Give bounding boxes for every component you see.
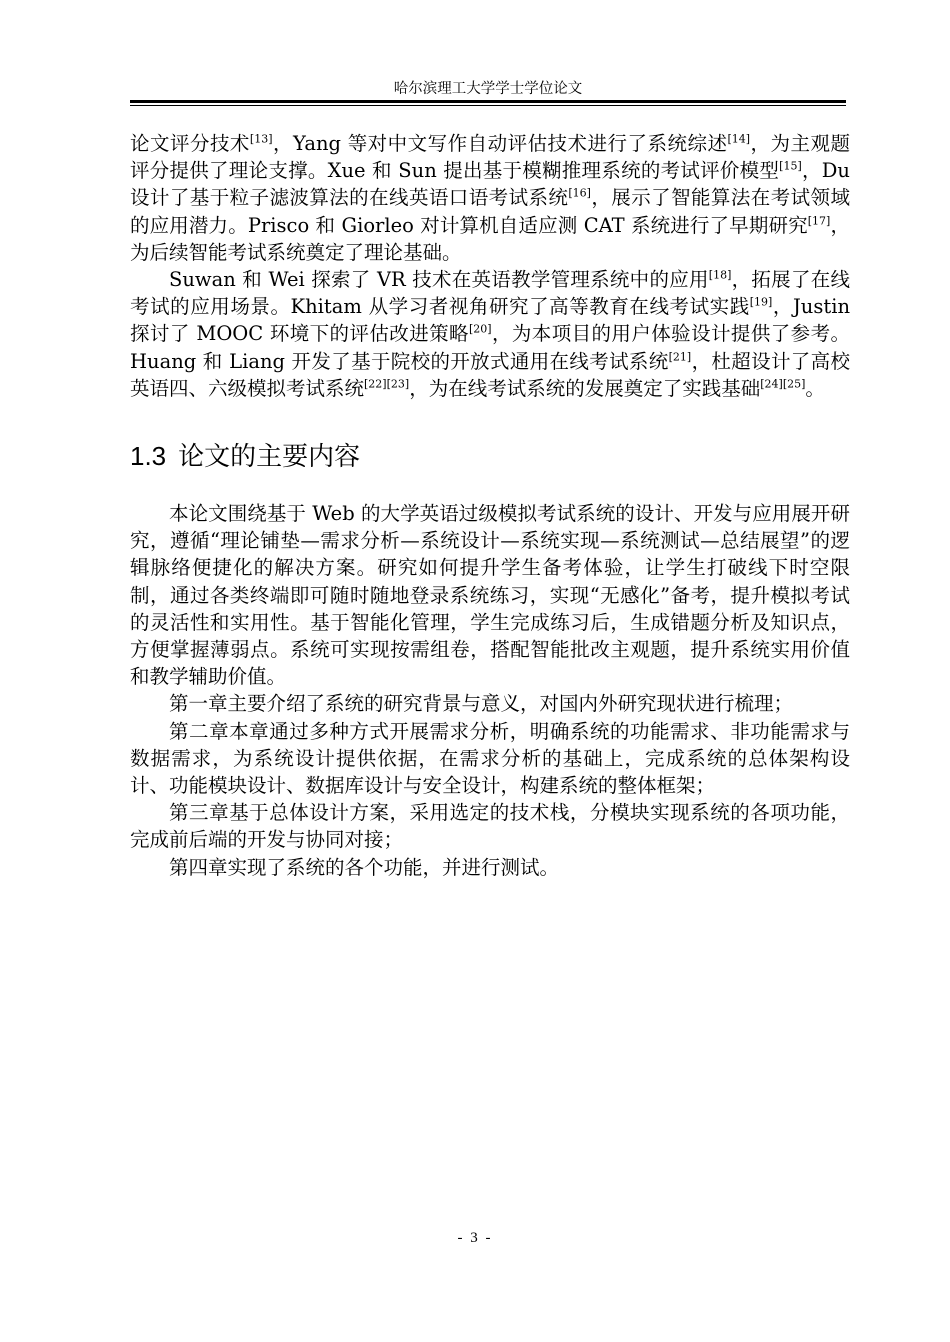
text-run: ，Yang 等对中文写作自动评估技术进行了系统综述: [272, 132, 728, 155]
citation-marker: [24]: [760, 377, 783, 391]
section-heading: [130, 440, 360, 473]
text-run: ，Du 设计了基于粒子滤波算法的在线英语口语考试系统: [130, 159, 850, 210]
text-run: ，为在线考试系统的发展奠定了实践基础: [409, 376, 761, 400]
page-number: - 3 -: [457, 1230, 493, 1246]
citation-marker: [16]: [568, 186, 591, 200]
text-run: ，为本项目的用户体验设计提供了参考。Huang 和 Liang 开发了基于院校的开放式通用在线考试系统: [130, 322, 850, 373]
citation-marker: [14]: [727, 132, 751, 146]
citation-marker: [13]: [249, 132, 273, 146]
citation-marker: [18]: [708, 268, 732, 282]
header-rule-thin: [130, 105, 846, 106]
citation-marker: [20]: [468, 322, 492, 336]
citation-marker: [22]: [364, 377, 387, 391]
citation-marker: [23]: [386, 377, 410, 391]
section-number: 1.3: [130, 441, 167, 471]
paragraph-continued: [130, 130, 850, 266]
text-run: 论文评分技术: [130, 132, 250, 155]
header-rule-thick: [130, 100, 846, 103]
text-run: ，展示了智能算法在考试领域的应用潜力。Prisco 和 Giorleo 对计算机自适应测 CAT 系统进行了早期研究: [130, 186, 850, 237]
paragraph-chapter-3: 第三章基于总体设计方案，采用选定的技术栈，分模块实现系统的各项功能，完成前后端的开发与协同对接；: [130, 801, 850, 852]
text-run: Suwan 和 Wei 探索了 VR 技术在英语教学管理系统中的应用: [169, 268, 709, 292]
text-run: ，为后续智能考试系统奠定了理论基础。: [130, 213, 850, 264]
body-text-top: [130, 130, 850, 402]
running-header: 哈尔滨理工大学学士学位论文: [393, 81, 583, 97]
text-run: ，杜超设计了高校英语四、六级模拟考试系统: [130, 349, 850, 400]
text-run: ，拓展了在线考试的应用场景。Khitam 从学习者视角研究了高等教育在线考试实践: [130, 268, 850, 319]
text-run: ，Justin 探讨了 MOOC 环境下的评估改进策略: [130, 295, 850, 346]
citation-marker: [21]: [668, 350, 692, 364]
paragraph-chapter-1: 第一章主要介绍了系统的研究背景与意义，对国内外研究现状进行梳理；: [169, 692, 794, 716]
text-run: ，为主观题评分提供了理论支撑。Xue 和 Sun 提出基于模糊推理系统的考试评价模型: [130, 132, 850, 183]
section-title-text: 论文的主要内容: [178, 442, 361, 472]
paragraph-related-work: [130, 266, 850, 402]
citation-marker: [25]: [782, 377, 806, 391]
body-text-main: [130, 500, 850, 881]
citation-marker: [17]: [807, 214, 831, 228]
paragraph-chapter-2: 第二章本章通过多种方式开展需求分析，明确系统的功能需求、非功能需求与数据需求，为系统设计提供依据，在需求分析的基础上，完成系统的总体架构设计、功能模块设计、数据库设计与安全设计，构建系统的整体框架；: [130, 719, 850, 798]
paragraph-chapter-4: 第四章实现了系统的各个功能，并进行测试。: [169, 855, 560, 879]
citation-marker: [15]: [779, 159, 802, 173]
paragraph-overview: 本论文围绕基于 Web 的大学英语过级模拟考试系统的设计、开发与应用展开研究，遵循“理论铺垫—需求分析—系统设计—系统实现—系统测试—总结展望”的逻辑脉络便捷化的解决方案。研究如何提升学生备考体验，让学生打破线下时空限制，通过各类终端即可随时随地登录系统练习，实现“无感化”备考，提升模拟考试的灵活性和实用性。基于智能化管理，学生完成练习后，生成错题分析及知识点，方便掌握薄弱点。系统可实现按需组卷，搭配智能批改主观题，提升系统实用价值和教学辅助价值。: [130, 502, 850, 689]
citation-marker: [19]: [749, 295, 773, 309]
text-run: 。: [805, 376, 825, 400]
